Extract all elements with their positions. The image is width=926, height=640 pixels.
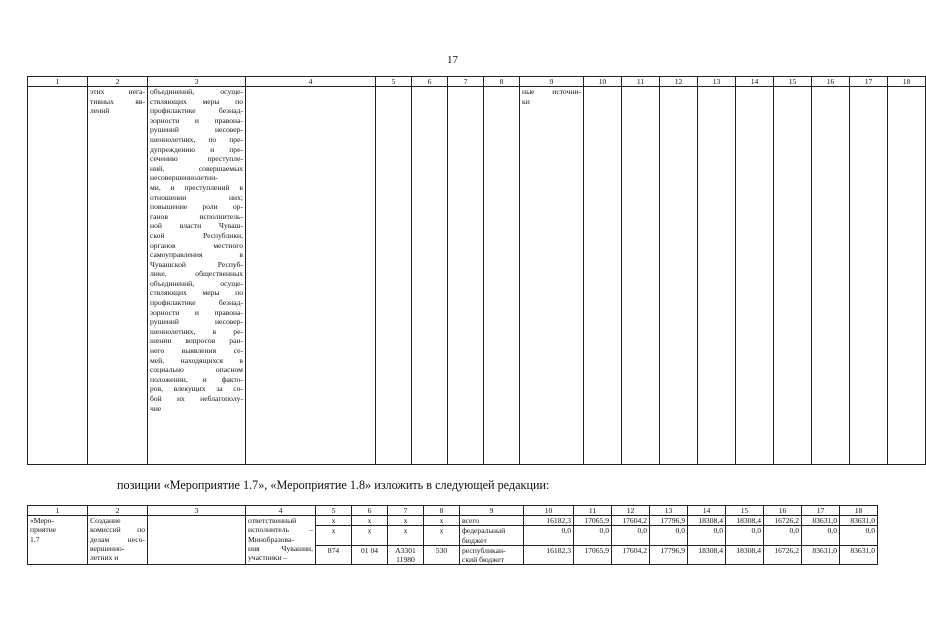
column-header-8: 8 (424, 506, 460, 516)
cell-col16: 16726,2 (764, 545, 802, 564)
column-header-3: 3 (148, 506, 246, 516)
cell-col14 (736, 87, 774, 465)
column-header-6: 6 (412, 77, 448, 87)
cell-text-line: повышение роли ор- (150, 202, 243, 212)
cell-col4 (246, 516, 316, 565)
column-header-16: 16 (764, 506, 802, 516)
cell-col9 (460, 545, 524, 564)
cell-col8 (484, 87, 520, 465)
cell-col17: 0,0 (802, 526, 840, 545)
cell-col11: 17065,9 (574, 516, 612, 526)
cell-text-line: лике, общественных (150, 269, 243, 279)
cell-text-line: ний, совершаемых (150, 163, 243, 173)
cell-text-line: ные источни- (522, 87, 581, 96)
column-header-16: 16 (812, 77, 850, 87)
cell-col14: 18308,4 (688, 516, 726, 526)
column-header-17: 17 (802, 506, 840, 516)
cell-text-line: рушений несовер- (150, 125, 243, 135)
cell-text-line: тивных яв- (90, 96, 145, 106)
column-header-10: 10 (524, 506, 574, 516)
cell-text-line: Чувашской Респуб- (150, 259, 243, 269)
cell-col6: 01 04 (352, 545, 388, 564)
cell-text-line: делам несо- (90, 534, 145, 544)
cell-col13: 17796,9 (650, 545, 688, 564)
cell-col13: 0,0 (650, 526, 688, 545)
column-header-1: 1 (28, 77, 88, 87)
cell-text-line: лений (90, 106, 110, 116)
cell-col13: 17796,9 (650, 516, 688, 526)
cell-text-line: всего (462, 516, 480, 526)
cell-text-line: ской Республики, (150, 230, 243, 240)
cell-col5: x (316, 526, 352, 545)
cell-col15: 18308,4 (726, 516, 764, 526)
column-header-10: 10 (584, 77, 622, 87)
column-header-15: 15 (726, 506, 764, 516)
cell-col8: x (424, 516, 460, 526)
cell-col16: 0,0 (764, 526, 802, 545)
cell-text-line: несовершеннолетни- (150, 173, 218, 183)
cell-text-line: Минобразова- (248, 534, 294, 544)
cell-col7: x (388, 516, 424, 526)
cell-col3 (148, 516, 246, 565)
cell-col12: 17604,2 (612, 545, 650, 564)
column-header-18: 18 (840, 506, 878, 516)
column-header-4: 4 (246, 506, 316, 516)
cell-col12: 0,0 (612, 526, 650, 545)
cell-text-line: самоуправления в (150, 250, 243, 260)
cell-text-line: профилактике безнад- (150, 106, 243, 116)
column-header-2: 2 (88, 506, 148, 516)
cell-col7 (448, 87, 484, 465)
cell-col7: x (388, 526, 424, 545)
table-row (28, 87, 926, 465)
cell-text-line: бюджет (462, 535, 487, 545)
column-header-3: 3 (148, 77, 246, 87)
column-header-6: 6 (352, 506, 388, 516)
cell-col13 (698, 87, 736, 465)
cell-col15 (774, 87, 812, 465)
cell-text-line: шеннолетних, в ре- (150, 326, 243, 336)
cell-text-line: ствляющих меры по (150, 96, 243, 106)
cell-col11 (622, 87, 660, 465)
cell-col9 (460, 526, 524, 545)
cell-col2 (88, 87, 148, 465)
cell-col14: 0,0 (688, 526, 726, 545)
cell-col18: 83631,0 (840, 516, 878, 526)
cell-text-line: шении вопросов ран- (150, 336, 243, 346)
amendment-table (27, 505, 878, 565)
cell-col8: x (424, 526, 460, 545)
table-row (28, 516, 878, 526)
column-header-15: 15 (774, 77, 812, 87)
cell-col15: 18308,4 (726, 545, 764, 564)
column-header-9: 9 (520, 77, 584, 87)
cell-text-line: комиссий по (90, 525, 145, 535)
cell-text-line: бой их неблагополу- (150, 394, 243, 403)
cell-col6: x (352, 526, 388, 545)
cell-col15: 0,0 (726, 526, 764, 545)
cell-text-line: республикан- (462, 545, 506, 555)
cell-col5: x (316, 516, 352, 526)
cell-col17 (850, 87, 888, 465)
cell-col16: 16726,2 (764, 516, 802, 526)
cell-col3 (148, 87, 246, 465)
column-header-7: 7 (388, 506, 424, 516)
cell-text-line: федеральный (462, 526, 506, 536)
cell-col7: А3301 11980 (388, 545, 424, 564)
column-header-14: 14 (736, 77, 774, 87)
cell-col2 (88, 516, 148, 565)
cell-text-line: ной власти Чуваш- (150, 221, 243, 231)
table-header-row (28, 506, 878, 516)
cell-text-line: летних и (90, 553, 119, 563)
column-header-5: 5 (316, 506, 352, 516)
cell-text-line: исполнитель – (248, 525, 313, 535)
cell-text-line: шеннолетних, по пре- (150, 134, 243, 144)
cell-text-line: 1.7 (30, 534, 40, 544)
cell-text-line: участники – (248, 553, 288, 563)
cell-col9 (520, 87, 584, 465)
cell-text-line: объединений, осуще- (150, 87, 243, 96)
cell-text-line: вершенно- (90, 543, 125, 553)
cell-col17: 83631,0 (802, 545, 840, 564)
cell-text-line: ответственный (248, 516, 297, 526)
column-header-17: 17 (850, 77, 888, 87)
column-header-8: 8 (484, 77, 520, 87)
cell-text-line: сечению преступле- (150, 154, 243, 164)
column-header-1: 1 (28, 506, 88, 516)
cell-col18: 83631,0 (840, 545, 878, 564)
cell-text-line: профилактике безнад- (150, 298, 243, 308)
cell-text-line: органов местного (150, 240, 243, 250)
column-header-18: 18 (888, 77, 926, 87)
cell-col18 (888, 87, 926, 465)
column-header-4: 4 (246, 77, 376, 87)
continuation-table (27, 76, 926, 465)
amendment-caption: позиции «Мероприятие 1.7», «Мероприятие 1.8» изложить в следующей редакции: (117, 478, 550, 492)
cell-text-line: «Меро- (30, 516, 54, 526)
cell-text-line: Создание (90, 516, 121, 526)
cell-text-line: него выявления се- (150, 346, 243, 356)
cell-col9 (460, 516, 524, 526)
cell-text-line: положении, и факто- (150, 374, 243, 384)
cell-col6: x (352, 516, 388, 526)
cell-text-line: ки (522, 96, 530, 106)
column-header-11: 11 (574, 506, 612, 516)
cell-col16 (812, 87, 850, 465)
column-header-13: 13 (650, 506, 688, 516)
column-header-2: 2 (88, 77, 148, 87)
cell-col17: 83631,0 (802, 516, 840, 526)
cell-text-line: зорности и правона- (150, 115, 243, 125)
cell-col1 (28, 87, 88, 465)
cell-col12: 17604,2 (612, 516, 650, 526)
column-header-12: 12 (612, 506, 650, 516)
page-number: 17 (447, 54, 458, 66)
cell-col5: 874 (316, 545, 352, 564)
cell-col8: 530 (424, 545, 460, 564)
cell-col11: 17065,9 (574, 545, 612, 564)
column-header-11: 11 (622, 77, 660, 87)
cell-col10: 16182,3 (524, 516, 574, 526)
cell-col14: 18308,4 (688, 545, 726, 564)
cell-col18: 0,0 (840, 526, 878, 545)
cell-col6 (412, 87, 448, 465)
cell-text-line: чие (150, 403, 162, 413)
cell-col1 (28, 516, 88, 565)
column-header-13: 13 (698, 77, 736, 87)
cell-text-line: объединений, осуще- (150, 278, 243, 288)
cell-col5 (376, 87, 412, 465)
cell-col12 (660, 87, 698, 465)
cell-col11: 0,0 (574, 526, 612, 545)
cell-col10: 16182,3 (524, 545, 574, 564)
cell-text-line: зорности и правона- (150, 307, 243, 317)
cell-text-line: этих нега- (90, 87, 145, 96)
cell-text-line: мей, находящихся в (150, 355, 243, 365)
cell-text-line: приятие (30, 525, 57, 535)
column-header-5: 5 (376, 77, 412, 87)
cell-text-line: отношении них; (150, 192, 243, 202)
cell-text-line: ствляющих меры по (150, 288, 243, 298)
cell-text-line: ния Чувашии, (248, 543, 313, 553)
column-header-14: 14 (688, 506, 726, 516)
column-header-12: 12 (660, 77, 698, 87)
cell-col4 (246, 87, 376, 465)
column-header-7: 7 (448, 77, 484, 87)
table-header-row (28, 77, 926, 87)
column-header-9: 9 (460, 506, 524, 516)
cell-text-line: ганов исполнитель- (150, 211, 243, 221)
cell-col10 (584, 87, 622, 465)
cell-text-line: социально опасном (150, 365, 243, 375)
cell-text-line: ский бюджет (462, 555, 504, 565)
cell-col10: 0,0 (524, 526, 574, 545)
cell-text-line: ми, и преступлений в (150, 182, 243, 192)
cell-text-line: ров, влекущих за со- (150, 384, 243, 394)
cell-text-line: дупреждению и пре- (150, 144, 243, 154)
cell-text-line: рушений несовер- (150, 317, 243, 327)
